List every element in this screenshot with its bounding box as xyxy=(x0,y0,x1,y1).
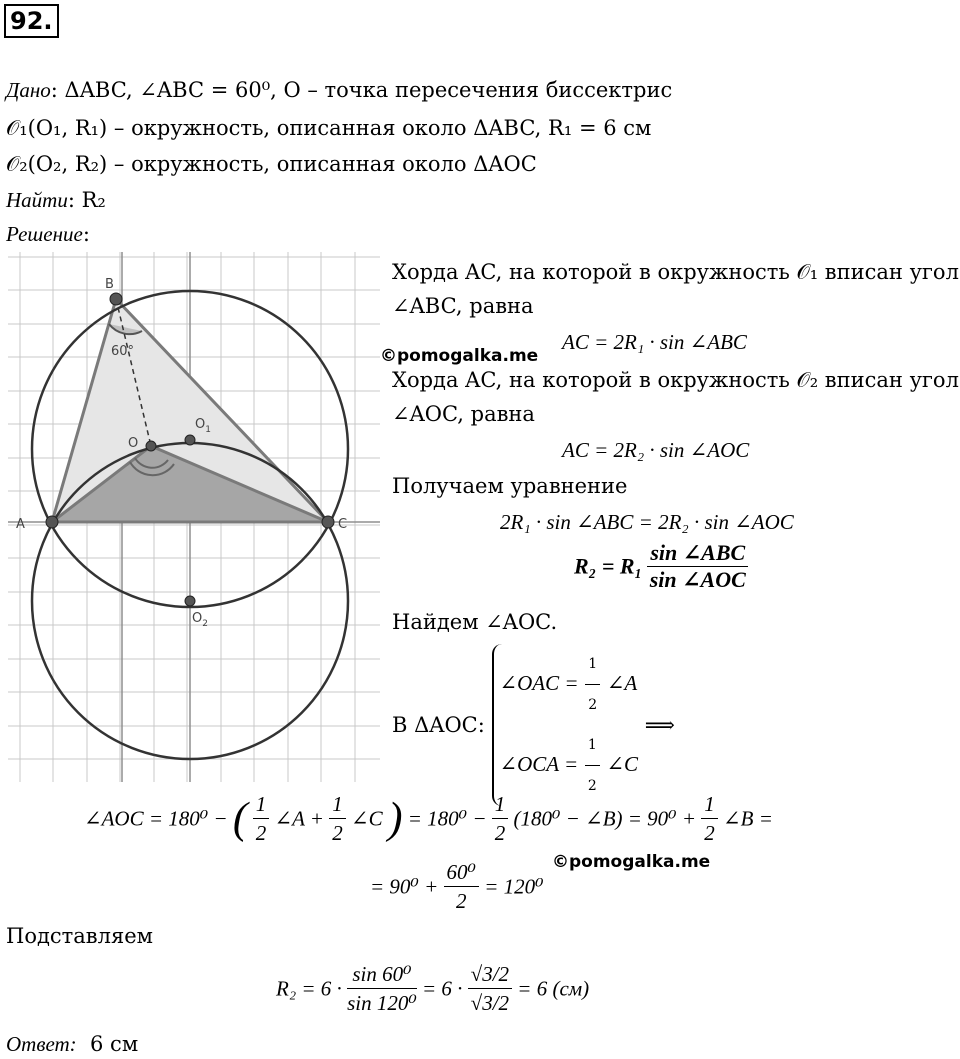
system-brace xyxy=(492,644,639,806)
label-a: A xyxy=(16,517,25,532)
half-num-2: 1 xyxy=(585,725,600,766)
label-b: B xyxy=(105,277,114,292)
substitute-text: Подставляем xyxy=(6,924,153,948)
formula-4-num: sin ∠ABC xyxy=(647,540,748,567)
find-line: Найти: R₂ xyxy=(6,188,106,212)
formula-1: AC = 2R₁ · sin ∠ABC xyxy=(562,330,747,354)
formula-4-den: sin ∠AOC xyxy=(649,567,746,592)
calc-half-3-den: 2 xyxy=(494,821,506,845)
point-o1 xyxy=(185,435,195,445)
system-label: В ΔAOC: xyxy=(392,713,485,737)
right-para-1b: ∠ABC, равна xyxy=(392,294,534,318)
given-line-2: 𝒪₁(O₁, R₁) – окружность, описанная около ΔABC, R₁ = 6 см xyxy=(6,116,652,140)
calc-half-3 xyxy=(492,790,509,847)
point-o2 xyxy=(185,596,195,606)
calc-b1: = 90⁰ + xyxy=(370,874,439,899)
calc-b2: = 120⁰ xyxy=(484,874,544,899)
system-row-1-post: ∠A xyxy=(606,671,638,695)
right-para-2b: ∠AOC, равна xyxy=(392,402,535,426)
formula-4-lhs: R₂ = R₁ xyxy=(574,553,643,579)
calc-a2: ∠A + xyxy=(274,806,324,831)
label-o: O xyxy=(128,436,139,451)
final-n1: sin 60⁰ xyxy=(347,960,417,989)
calc-b-num: 60⁰ xyxy=(444,858,479,887)
final-formula xyxy=(276,960,589,1017)
calc-half-2-num: 1 xyxy=(329,790,346,819)
formula-4 xyxy=(574,540,748,593)
final-d2: √3/2 xyxy=(470,991,510,1015)
calc-half-4 xyxy=(701,790,718,847)
calc-b-fraction xyxy=(444,858,479,915)
given-label: Дано xyxy=(6,78,51,102)
label-o2-main: O xyxy=(192,611,203,626)
label-o1-sub: 1 xyxy=(205,425,211,435)
answer-value: 6 см xyxy=(90,1032,139,1056)
formula-3: 2R₁ · sin ∠ABC = 2R₂ · sin ∠AOC xyxy=(500,510,794,534)
final-post: = 6 (см) xyxy=(517,976,590,1001)
calc-half-3-num: 1 xyxy=(492,790,509,819)
label-c: C xyxy=(338,517,348,532)
final-fraction-2 xyxy=(468,960,512,1017)
final-pre: R₂ = 6 · xyxy=(276,976,342,1001)
system-row-1-pre: ∠OAC = xyxy=(499,671,579,695)
answer-line xyxy=(6,1030,138,1058)
calc-a1: ∠AOC = 180⁰ − xyxy=(84,806,228,831)
point-o xyxy=(146,441,156,451)
calc-b-den: 2 xyxy=(455,889,467,913)
calc-half-2-den: 2 xyxy=(332,821,343,845)
system-row-2-pre: ∠OCA = xyxy=(499,752,579,776)
final-mid: = 6 · xyxy=(422,976,463,1001)
system-block xyxy=(392,644,675,806)
system-row-2-post: ∠C xyxy=(606,752,639,776)
right-para-2a: Хорда AC, на которой в окружность 𝒪₂ вписан угол xyxy=(392,368,959,392)
label-angle-60: 60° xyxy=(111,344,135,359)
watermark-2: ©pomogalka.me xyxy=(552,852,711,872)
calc-half-2 xyxy=(329,790,346,847)
calc-line-1 xyxy=(84,790,773,847)
given-text-1: ΔABC, ∠ABC = 60⁰, O – точка пересечения биссектрис xyxy=(64,78,673,102)
system-row-1 xyxy=(500,644,639,725)
watermark-1: ©pomogalka.me xyxy=(380,346,539,366)
answer-label: Ответ: xyxy=(6,1032,77,1056)
half-num-1: 1 xyxy=(585,644,600,685)
final-n2: √3/2 xyxy=(468,960,512,989)
label-o2-sub: 2 xyxy=(202,619,208,629)
formula-4-fraction xyxy=(647,540,748,593)
calc-half-1-den: 2 xyxy=(255,821,267,845)
final-d1: sin 120⁰ xyxy=(347,991,417,1015)
right-para-1a: Хорда AC, на которой в окружность 𝒪₁ вписан угол xyxy=(392,260,959,284)
paren-close: ) xyxy=(387,793,403,843)
point-b xyxy=(110,293,122,305)
half-den-2: 2 xyxy=(587,778,597,794)
system-row-1-half xyxy=(585,644,600,725)
find-value: R₂ xyxy=(81,188,106,212)
final-fraction-1 xyxy=(347,960,417,1017)
find-label: Найти xyxy=(6,188,68,212)
label-o2 xyxy=(192,611,208,629)
point-a xyxy=(46,516,58,528)
given-line-1: Дано: ΔABC, ∠ABC = 60⁰, O – точка пересечения биссектрис xyxy=(6,78,673,102)
calc-half-4-den: 2 xyxy=(704,821,715,845)
formula-2: AC = 2R₂ · sin ∠AOC xyxy=(562,438,750,462)
given-line-3: 𝒪₂(O₂, R₂) – окружность, описанная около ΔAOC xyxy=(6,152,537,176)
calc-a3: ∠C xyxy=(350,806,383,831)
point-c xyxy=(322,516,334,528)
half-den-1: 2 xyxy=(588,697,598,713)
right-para-3: Получаем уравнение xyxy=(392,474,628,498)
label-o1-main: O xyxy=(195,417,206,432)
solution-line: Решение: xyxy=(6,222,90,246)
calc-half-1-num: 1 xyxy=(253,790,270,819)
implies-arrow: ⟹ xyxy=(644,713,675,737)
paren-open: ( xyxy=(232,793,248,843)
calc-line-2 xyxy=(370,858,544,915)
right-para-4: Найдем ∠AOC. xyxy=(392,610,558,634)
calc-a5: (180⁰ − ∠B) = 90⁰ + xyxy=(513,806,697,831)
calc-half-1 xyxy=(253,790,270,847)
problem-number: 92. xyxy=(4,4,59,38)
calc-a4: = 180⁰ − xyxy=(407,806,487,831)
calc-a6: ∠B = xyxy=(723,806,773,831)
solution-label: Решение xyxy=(6,222,83,246)
calc-half-4-num: 1 xyxy=(701,790,718,819)
geometry-figure xyxy=(8,252,380,782)
